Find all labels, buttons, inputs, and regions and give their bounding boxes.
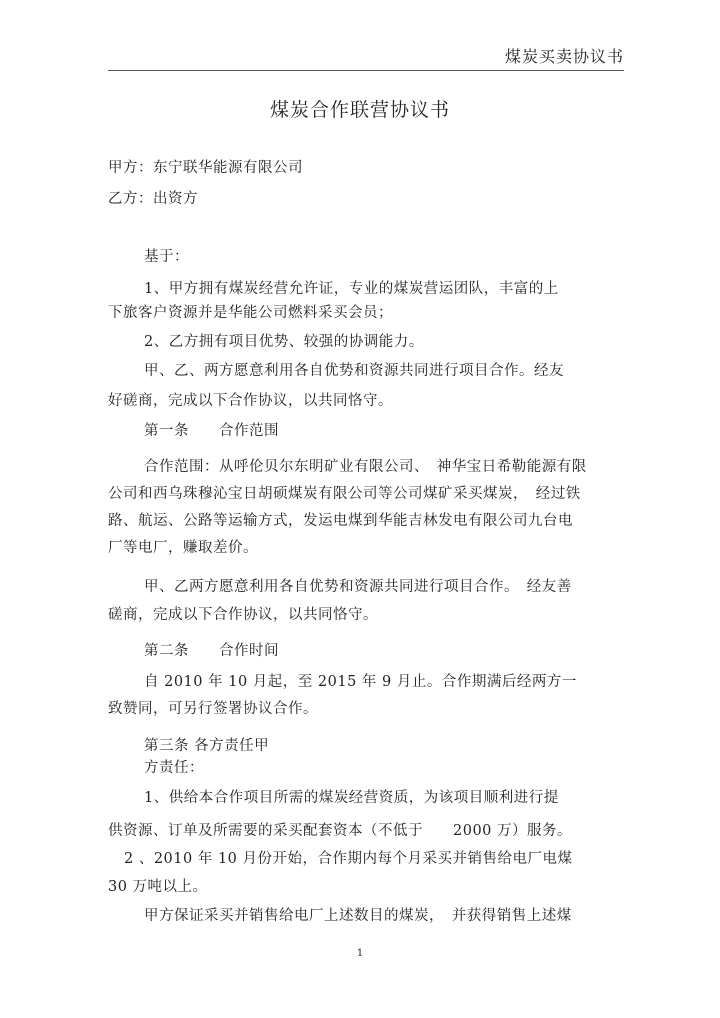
article-3-subheading: 方责任： [144, 760, 204, 776]
duty-2-line-1: 2 、2010 年 10 月份开始，合作期内每个月采买并销售给电厂电煤 [124, 851, 573, 867]
article-1-line-3: 路、航运、公路等运输方式，发运电煤到华能吉林发电有限公司九台电 [108, 513, 573, 529]
article-1-line-1: 合作范围：从呼伦贝尔东明矿业有限公司、 神华宝日希勒能源有限 [144, 459, 587, 475]
article-1-heading: 第一条 合作范围 [144, 423, 279, 439]
duty-2-line-2: 30 万吨以上。 [108, 879, 208, 895]
basis-item-1-line-1: 1、甲方拥有煤炭经营允许证，专业的煤炭营运团队，丰富的上 [144, 281, 559, 297]
article-3-heading: 第三条 各方责任甲 [144, 738, 270, 754]
document-title: 煤炭合作联营协议书 [269, 99, 450, 121]
party-a: 甲方：东宁联华能源有限公司 [108, 160, 303, 176]
basis-item-1-line-2: 下旅客户资源并是华能公司燃料采买会员； [108, 305, 393, 321]
party-b: 乙方：出资方 [108, 191, 198, 207]
article-1-line-4: 厂等电厂，赚取差价。 [108, 540, 258, 556]
duty-1-line-1: 1、供给本合作项目所需的煤炭经营资质，为该项目顺利进行提 [144, 790, 559, 806]
basis-item-2: 2、乙方拥有项目优势、较强的协调能力。 [144, 334, 424, 350]
repeat-intro-line-2: 磋商，完成以下合作协议，以共同恪守。 [108, 607, 378, 623]
article-1-line-2: 公司和西乌珠穆沁宝日胡硕煤炭有限公司等公司煤矿采买煤炭， 经过铁 [108, 486, 581, 502]
duty-3-line-1: 甲方保证采买并销售给电厂上述数目的煤炭， 并获得销售上述煤 [144, 908, 572, 924]
article-2-line-2: 致赞同，可另行签署协议合作。 [108, 701, 318, 717]
article-2-heading: 第二条 合作时间 [144, 643, 279, 659]
intro-line-1: 甲、乙、两方愿意利用各自优势和资源共同进行项目合作。经友 [144, 363, 564, 379]
header-title: 煤炭买卖协议书 [504, 47, 624, 66]
header-rule [108, 70, 624, 71]
page-number: 1 [356, 948, 364, 959]
duty-1-line-2: 供资源、订单及所需要的采买配套资本（不低于 2000 万）服务。 [108, 823, 573, 839]
basis-heading: 基于： [144, 249, 189, 265]
intro-line-2: 好磋商，完成以下合作协议，以共同恪守。 [108, 393, 393, 409]
repeat-intro-line-1: 甲、乙两方愿意利用各自优势和资源共同进行项目合作。 经友善 [144, 579, 572, 595]
article-2-line-1: 自 2010 年 10 月起，至 2015 年 9 月止。合作期满后经两方一 [144, 674, 577, 690]
